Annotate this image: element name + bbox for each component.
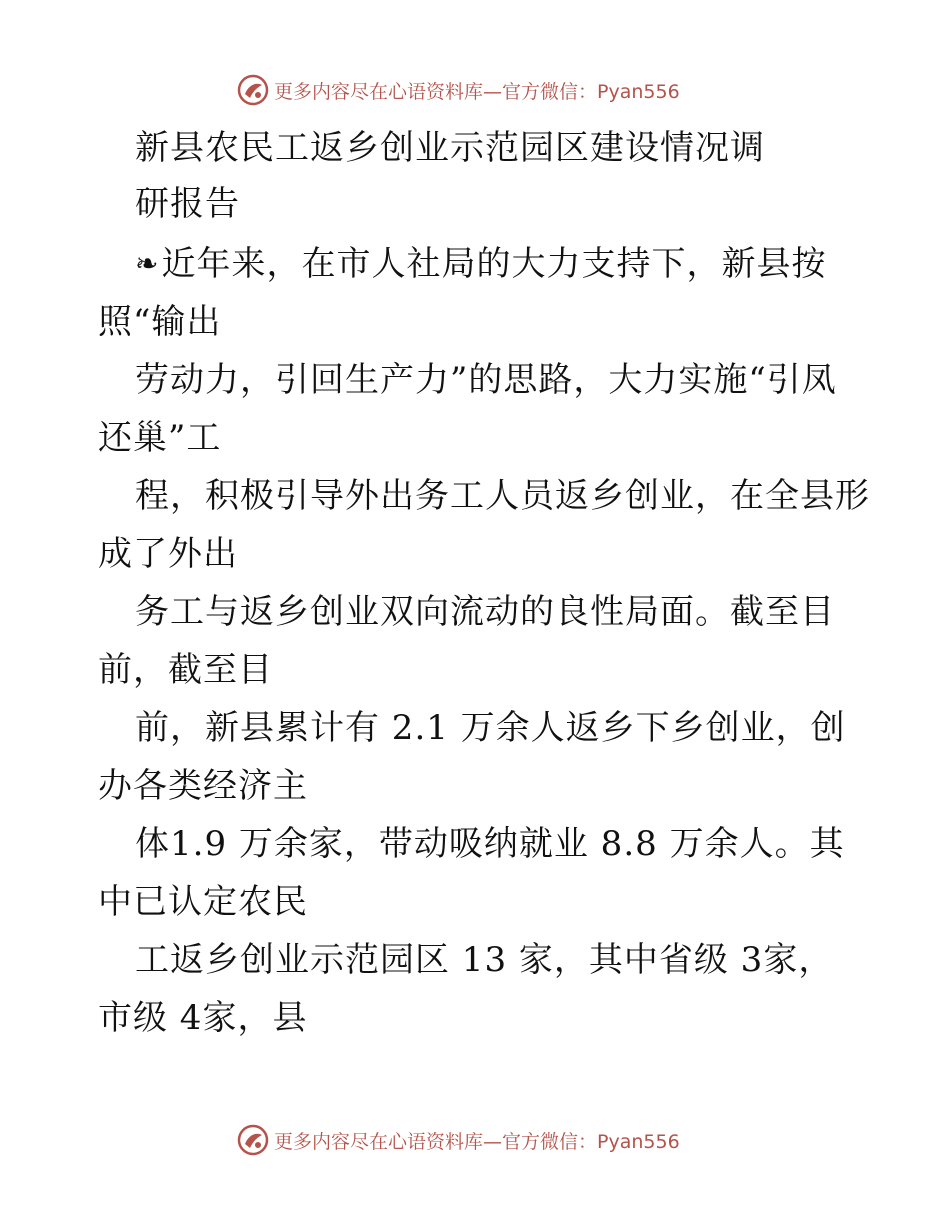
paragraph-line-text: 近年来，在市人社局的大力支持下，新县按: [161, 244, 827, 284]
header-watermark-text: 更多内容尽在心语资料库—官方微信：Pyan556: [274, 80, 680, 103]
logo-icon: [236, 1123, 270, 1157]
title-line-2: 研报告: [135, 184, 240, 224]
paragraph-line: 工返乡创业示范园区 13 家，其中省级 3家，: [135, 940, 834, 980]
paragraph-line: 前，截至目: [98, 650, 273, 690]
paragraph-line: 市级 4家，县: [98, 998, 308, 1038]
paragraph-line: 办各类经济主: [98, 766, 308, 806]
paragraph-line: 还巢”工: [98, 418, 222, 458]
paragraph-line: 成了外出: [98, 534, 238, 574]
title-line-1: 新县农民工返乡创业示范园区建设情况调: [135, 128, 765, 168]
footer-watermark-text: 更多内容尽在心语资料库—官方微信：Pyan556: [274, 1130, 680, 1153]
paragraph-line: [135, 244, 826, 284]
ornament-icon: ❧: [135, 247, 160, 280]
paragraph-line: 劳动力，引回生产力”的思路，大力实施“引凤: [135, 360, 837, 400]
paragraph-line: 程，积极引导外出务工人员返乡创业，在全县形: [135, 476, 870, 516]
logo-icon: [236, 73, 270, 107]
header-watermark-banner: [236, 72, 756, 108]
paragraph-line: 中已认定农民: [98, 882, 308, 922]
footer-watermark-banner: [236, 1122, 756, 1158]
paragraph-line: 照“输出: [98, 302, 222, 342]
paragraph-line: 务工与返乡创业双向流动的良性局面。截至目: [135, 592, 835, 632]
paragraph-line: 前，新县累计有 2.1 万余人返乡下乡创业，创: [135, 708, 846, 748]
paragraph-line: 体1.9 万余家，带动吸纳就业 8.8 万余人。其: [135, 824, 845, 864]
